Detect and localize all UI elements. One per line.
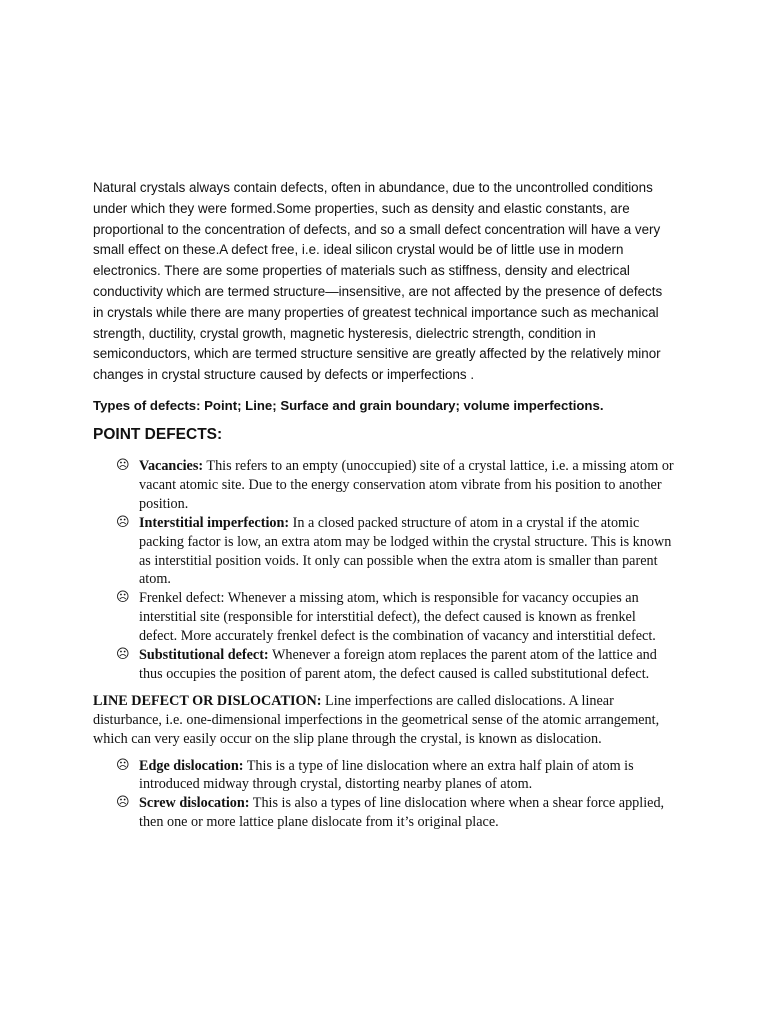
list-item	[116, 757, 675, 795]
bullet-term: Interstitial imperfection:	[139, 514, 290, 531]
frown-face-icon: ☹	[116, 457, 130, 473]
point-defects-heading: POINT DEFECTS:	[93, 425, 223, 443]
bullet-text: This is also a types of line dislocation where when a shear force applied, then one or more lattice plane dislocate from it’s original place.	[139, 795, 665, 831]
frown-face-icon: ☹	[116, 795, 130, 811]
bullet-text: This refers to an empty (unoccupied) site of a crystal lattice, i.e. a missing atom or vacant atomic site. Due to the energy conservation atom vibrate from his position to another position.	[139, 457, 674, 512]
frown-face-icon: ☹	[116, 647, 130, 663]
list-item	[116, 589, 675, 646]
bullet-text: In a closed packed structure of atom in a crystal if the atomic packing factor is low, an extra atom may be lodged within the crystal structure. This is known as interstitial position voids. It only can possible when the extra atom is smaller than parent atom.	[139, 514, 672, 588]
line-defect-paragraph	[93, 692, 675, 749]
frown-face-icon: ☹	[116, 590, 130, 606]
frown-face-icon: ☹	[116, 757, 130, 773]
bullet-term: Edge dislocation:	[139, 757, 244, 774]
document-page	[93, 178, 675, 832]
line-defect-text: Line imperfections are called dislocations. A linear disturbance, i.e. one-dimensional imperfections in the geometrical sense of the atomic arrangement, which can very easily occur on the slip plane through the crystal, is known as dislocation.	[93, 692, 660, 747]
list-item	[116, 514, 675, 590]
intro-paragraph: Natural crystals always contain defects, often in abundance, due to the uncontrolled conditions under which they were formed.Some properties, such as density and elastic constants, are proportional to the concentration of defects, and so a small defect concentration will have a very small effect on these.A defect free, i.e. ideal silicon crystal would be of little use in modern electronics. There are some properties of materials such as stiffness, density and electrical conductivity which are termed structure—insensitive, are not affected by the presence of defects in crystals while there are many properties of greatest technical importance such as mechanical strength, ductility, crystal growth, magnetic hysteresis, dielectric strength, condition in semiconductors, which are termed structure sensitive are greatly affected by the relatively minor changes in crystal structure caused by defects or imperfections .	[93, 180, 663, 383]
defect-types-line: Types of defects: Point; Line; Surface and grain boundary; volume imperfections.	[93, 397, 604, 413]
list-item	[116, 794, 675, 832]
bullet-term: Screw dislocation:	[139, 795, 250, 812]
line-defect-heading: LINE DEFECT OR DISLOCATION:	[93, 692, 322, 709]
bullet-text: Whenever a foreign atom replaces the parent atom of the lattice and thus occupies the position of parent atom, the defect caused is called substitutional defect.	[139, 647, 657, 682]
bullet-text: Frenkel defect: Whenever a missing atom, which is responsible for vacancy occupies an interstitial site (responsible for interstitial defect), the defect caused is known as frenkel defect. More accurately frenkel defect is the combination of vacancy and interstitial defect.	[139, 590, 656, 645]
list-item	[116, 646, 675, 684]
dislocation-list	[93, 757, 675, 833]
bullet-term: Vacancies:	[139, 457, 204, 474]
bullet-text: This is a type of line dislocation where an extra half plain of atom is introduced midway through crystal, distorting nearby planes of atom.	[139, 757, 634, 793]
point-defects-list	[93, 457, 675, 684]
frown-face-icon: ☹	[116, 514, 130, 530]
list-item	[116, 457, 675, 514]
bullet-term: Substitutional defect:	[139, 647, 269, 664]
